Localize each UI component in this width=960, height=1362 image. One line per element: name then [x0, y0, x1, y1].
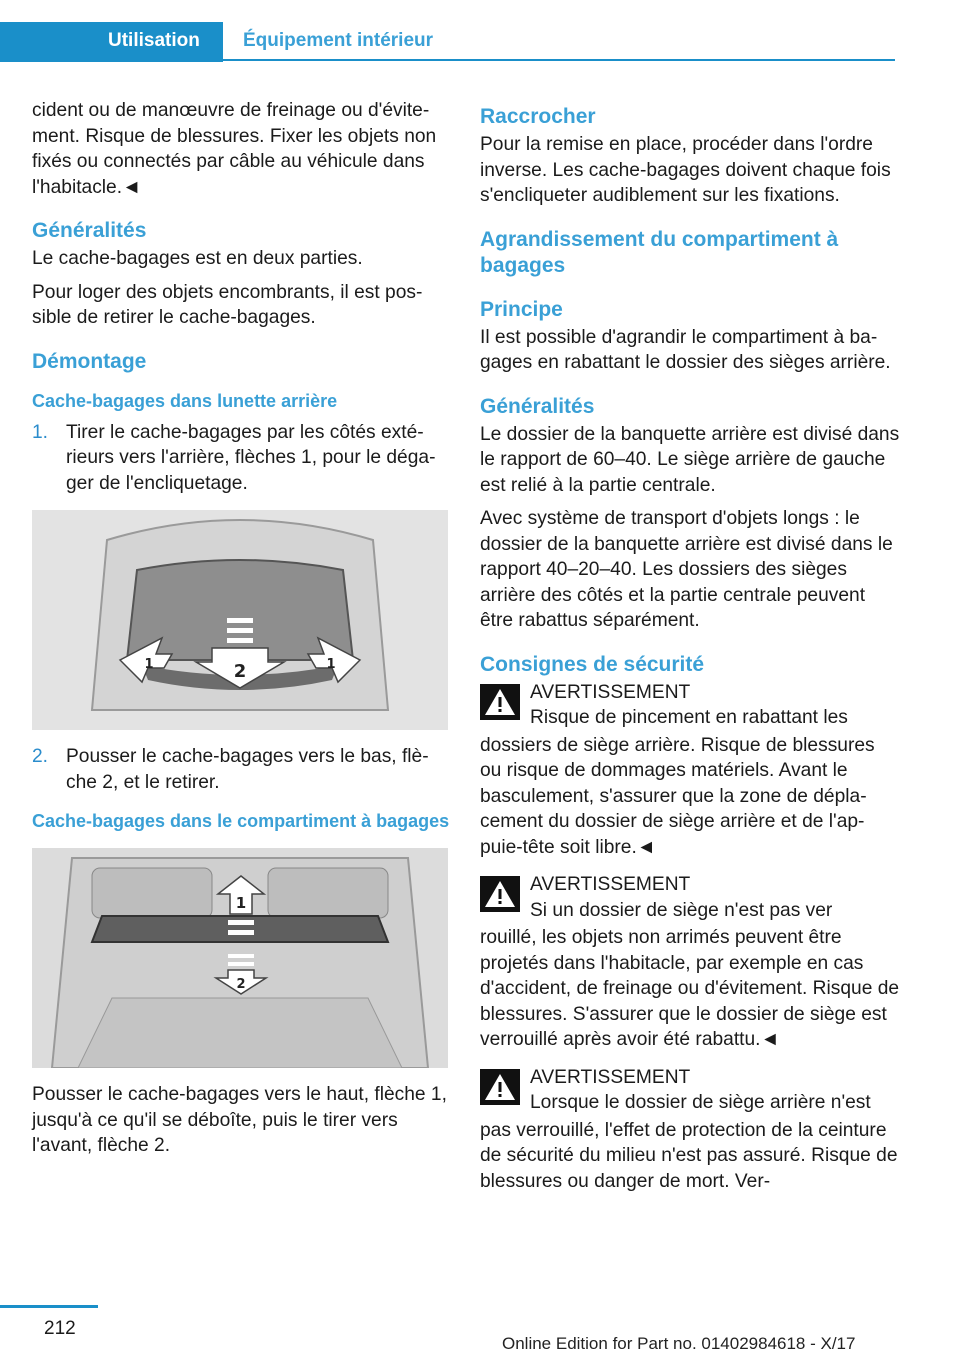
- subheading-compartiment-bagages: Cache-bagages dans le compartiment à bagages: [32, 811, 450, 831]
- warning-3-body: pas verrouillé, l'effet de protection de la ceinture de sécurité du milieu n'est pas assuré. Risque de blessures ou danger de mort. Ver-: [480, 1119, 898, 1192]
- principe-paragraph: Il est possible d'agrandir le compartiment à bagages en rabattant le dossier des sièges arrière.: [480, 326, 891, 373]
- figure-rear-window-cover: [32, 510, 448, 730]
- warning-2: [480, 872, 900, 923]
- warning-2-title: AVERTISSEMENT: [530, 874, 691, 895]
- cover-removal-illustration: [32, 510, 448, 730]
- step-1-text: Tirer le cache-bagages par les côtés extérieurs vers l'arrière, flèches 1, pour le dégager de l'encliquetage.: [66, 421, 436, 494]
- warning-3-lead: Lorsque le dossier de siège arrière n'est: [530, 1092, 871, 1113]
- generalites-paragraph-2: Pour loger des objets encombrants, il est possible de retirer le cache-bagages.: [32, 281, 423, 328]
- heading-raccrocher: Raccrocher: [480, 105, 596, 128]
- generalites-right-paragraph-1: Le dossier de la banquette arrière est divisé dans le rapport de 60–40. Le siège arrière de gauche est relié à la partie centrale.: [480, 423, 900, 496]
- step-2-text: Pousser le cache-bagages vers le bas, flèche 2, et le retirer.: [66, 746, 429, 793]
- tab-utilisation-label: Utilisation: [108, 30, 200, 51]
- warning-1-body: dossiers de siège arrière. Risque de blessures ou risque de dommages matériels. Avant le basculement, s'assurer que la zone de déplacement du dossier de siège arrière et de l'appuie-tête soit libre.◄: [480, 734, 875, 858]
- warning-triangle-icon: [480, 876, 520, 912]
- page-number: 212: [44, 1318, 76, 1339]
- warning-triangle-icon: [480, 1069, 520, 1105]
- heading-generalites-right: Généralités: [480, 394, 595, 418]
- tab-section-label: Équipement intérieur: [243, 30, 434, 51]
- arrow-label-1-right: 1: [326, 657, 336, 672]
- subheading-lunette-arriere: Cache-bagages dans lunette arrière: [32, 390, 338, 411]
- heading-generalites: Généralités: [32, 219, 147, 242]
- heading-agrandissement: Agrandissement du compartiment à bagages: [480, 227, 839, 277]
- left-column: [32, 98, 450, 1167]
- warning-3-title: AVERTISSEMENT: [530, 1066, 691, 1088]
- intro-paragraph: cident ou de manœuvre de freinage ou d'évitement. Risque de blessures. Fixer les objets non fixés ou connectés par câble au véhicule dans l'habitacle.◄: [32, 100, 437, 198]
- edition-note: Online Edition for Part no. 01402984618 - X/17: [502, 1334, 856, 1353]
- warning-3: [480, 1065, 900, 1116]
- step-2: [32, 744, 450, 795]
- header-rule: [223, 59, 895, 61]
- compartiment-paragraph: Pousser le cache-bagages vers le haut, flèche 1, jusqu'à ce qu'il se déboîte, puis le tirer vers l'avant, flèche 2.: [32, 1084, 447, 1156]
- step-2-number: 2.: [32, 746, 49, 767]
- arrow-label-2: 2: [233, 661, 247, 682]
- trunk-cover-illustration: [32, 848, 448, 1068]
- heading-principe: Principe: [480, 297, 563, 321]
- figure-trunk-cover: [32, 848, 448, 1068]
- warning-1-lead: Risque de pincement en rabattant les: [530, 707, 848, 728]
- step-1-number: 1.: [32, 421, 49, 443]
- arrow-label-forward: 2: [236, 977, 246, 992]
- warning-2-lead: Si un dossier de siège n'est pas ver: [530, 899, 833, 921]
- footer-rule: [0, 1305, 98, 1308]
- warning-triangle-icon: [480, 684, 520, 720]
- heading-consignes: Consignes de sécurité: [480, 652, 705, 676]
- arrow-label-up: 1: [235, 894, 247, 912]
- warning-2-body: rouillé, les objets non arrimés peuvent être projetés dans l'habitacle, par exemple en cas d'accident, de freinage ou d'évitement. Risque de blessures. S'assurer que le dossier de siège est verrouillé après avoir été rabattu.◄: [480, 927, 900, 1050]
- arrow-label-1-left: 1: [144, 657, 154, 672]
- right-column: [480, 98, 900, 1206]
- step-1: [32, 420, 450, 497]
- generalites-paragraph-1: Le cache-bagages est en deux parties.: [32, 248, 363, 269]
- generalites-right-paragraph-2: Avec système de transport d'objets longs : le dossier de la banquette arrière est divisé dans le rapport 40–20–40. Les dossiers des sièges arrière des côtés et la partie centrale peuvent être rabattus séparément.: [480, 508, 893, 631]
- warning-1: [480, 680, 900, 731]
- raccrocher-paragraph: Pour la remise en place, procéder dans l'ordre inverse. Les cache-bagages doivent chaque fois s'encliqueter audiblement sur les fixations.: [480, 134, 891, 206]
- heading-demontage: Démontage: [32, 349, 147, 373]
- tab-equipement-interieur: [223, 22, 895, 62]
- warning-1-title: AVERTISSEMENT: [530, 681, 691, 703]
- tab-utilisation: [0, 22, 223, 62]
